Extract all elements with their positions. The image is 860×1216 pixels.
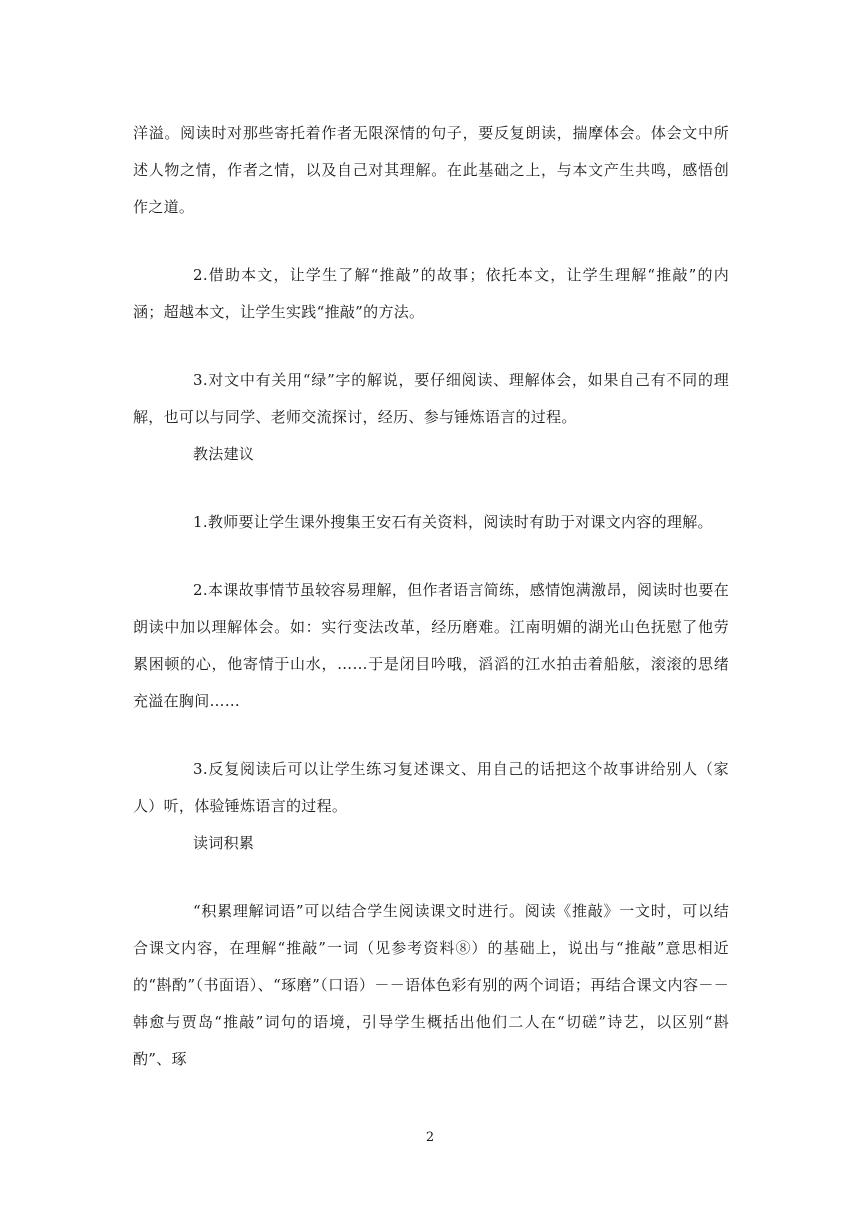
paragraph-teaching-2: 2.本课故事情节虽较容易理解，但作者语言简练，感情饱满激昂，阅读时也要在朗读中加以理解体会。如：实行变法改革，经历磨难。江南明媚的湖光山色抚慰了他劳累困顿的心，他寄情于山水，……于是闭目吟哦，滔滔的江水拍击着船舷，滚滚的思绪充溢在胸间……: [133, 581, 729, 710]
paragraph-teaching-1: 1.教师要让学生课外搜集王安石有关资料，阅读时有助于对课文内容的理解。: [193, 513, 713, 531]
page-number: 2: [425, 1130, 435, 1145]
page-content: [133, 115, 729, 1078]
paragraph-continuation: 洋溢。阅读时对那些寄托着作者无限深情的句子，要反复朗读，揣摩体会。体会文中所述人物之情，作者之情，以及自己对其理解。在此基础之上，与本文产生共鸣，感悟创作之道。: [133, 124, 729, 216]
section-heading-teaching-suggestions: 教法建议: [193, 445, 255, 463]
section-heading-word-accumulation: 读词积累: [193, 834, 255, 852]
paragraph-teaching-3: 3.反复阅读后可以让学生练习复述课文、用自己的话把这个故事讲给别人（家人）听，体验锤炼语言的过程。: [133, 760, 729, 815]
paragraph-word-accumulation: “积累理解词语”可以结合学生阅读课文时进行。阅读《推敲》一文时，可以结合课文内容，在理解“推敲”一词（见参考资料⑧）的基础上，说出与“推敲”意思相近的“斟酌”（书面语）、“琢磨”（口语）－－语体色彩有别的两个词语；再结合课文内容－－韩愈与贾岛“推敲”词句的语境，引导学生概括出他们二人在“切磋”诗艺，以区别“斟酌”、琢: [133, 902, 729, 1068]
paragraph-item-2-push-knock: 2.借助本文，让学生了解“推敲”的故事；依托本文，让学生理解“推敲”的内涵；超越本文，让学生实践“推敲”的方法。: [133, 266, 729, 321]
paragraph-item-3-green-character: 3.对文中有关用“绿”字的解说，要仔细阅读、理解体会，如果自己有不同的理解，也可以与同学、老师交流探讨，经历、参与锤炼语言的过程。: [133, 371, 729, 426]
